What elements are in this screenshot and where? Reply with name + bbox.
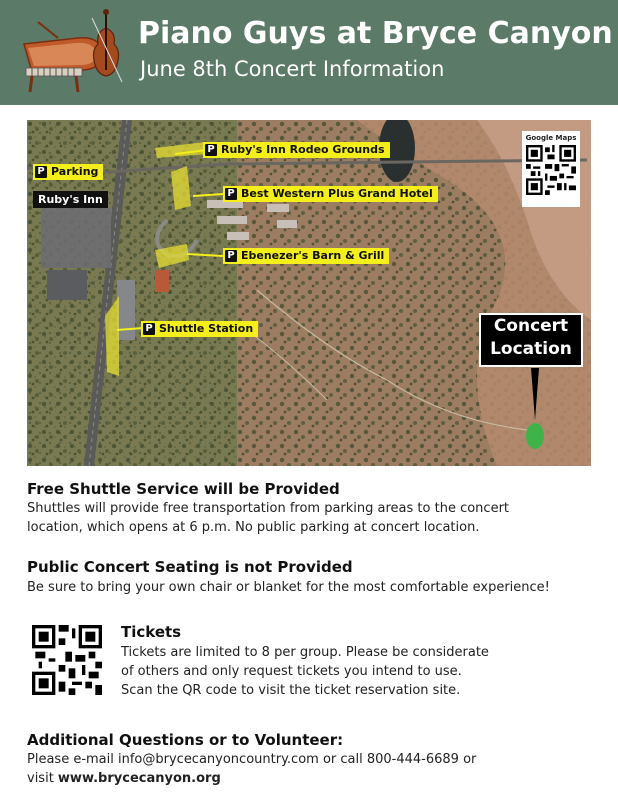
website-link[interactable]: www.brycecanyon.org	[57, 771, 221, 786]
seating-heading: Public Concert Seating is not Provided	[27, 558, 353, 576]
parking-icon: P	[225, 250, 237, 262]
satellite-map	[27, 120, 591, 466]
parking-icon: P	[205, 144, 217, 156]
tickets-heading: Tickets	[121, 623, 182, 641]
header-banner	[0, 0, 618, 105]
seating-text: Be sure to bring your own chair or blanket for the most comfortable experience!	[27, 580, 550, 595]
parking-icon: P	[225, 188, 237, 200]
parking-icon: P	[143, 323, 155, 335]
google-maps-qr[interactable]	[522, 131, 580, 207]
map-label-best-western: P Best Western Plus Grand Hotel	[223, 186, 438, 202]
concert-location-label: Concert Location	[479, 313, 583, 367]
map-label-shuttle-station: P Shuttle Station	[141, 321, 258, 337]
map-label-rubys-inn: Ruby's Inn	[33, 191, 108, 208]
qr-code-icon	[526, 145, 576, 195]
page-title: Piano Guys at Bryce Canyon	[138, 16, 613, 51]
shuttle-text: Shuttles will provide free transportation from parking areas to the concert location, which opens at 6 p.m. No public parking at concert location.	[27, 501, 510, 535]
map-label-ebenezers: P Ebenezer's Barn & Grill	[223, 248, 389, 264]
map-background	[27, 120, 591, 466]
map-label-parking: P Parking	[33, 164, 103, 180]
tickets-text: Tickets are limited to 8 per group. Please be considerate of others and only request tickets you intend to use. Scan the QR code to visit the ticket reservation site.	[121, 645, 489, 698]
piano-violin-icon	[18, 8, 128, 98]
ticket-qr-code[interactable]	[32, 625, 102, 695]
questions-heading: Additional Questions or to Volunteer:	[27, 731, 344, 749]
qr-caption: Google Maps	[525, 134, 577, 142]
questions-text: Please e-mail info@brycecanyoncountry.com or call 800-444-6689 or visit www.brycecanyon.org	[27, 752, 477, 786]
page-subtitle: June 8th Concert Information	[140, 57, 445, 81]
shuttle-heading: Free Shuttle Service will be Provided	[27, 480, 340, 498]
map-label-rodeo-grounds: P Ruby's Inn Rodeo Grounds	[203, 142, 390, 158]
parking-icon: P	[35, 166, 47, 178]
